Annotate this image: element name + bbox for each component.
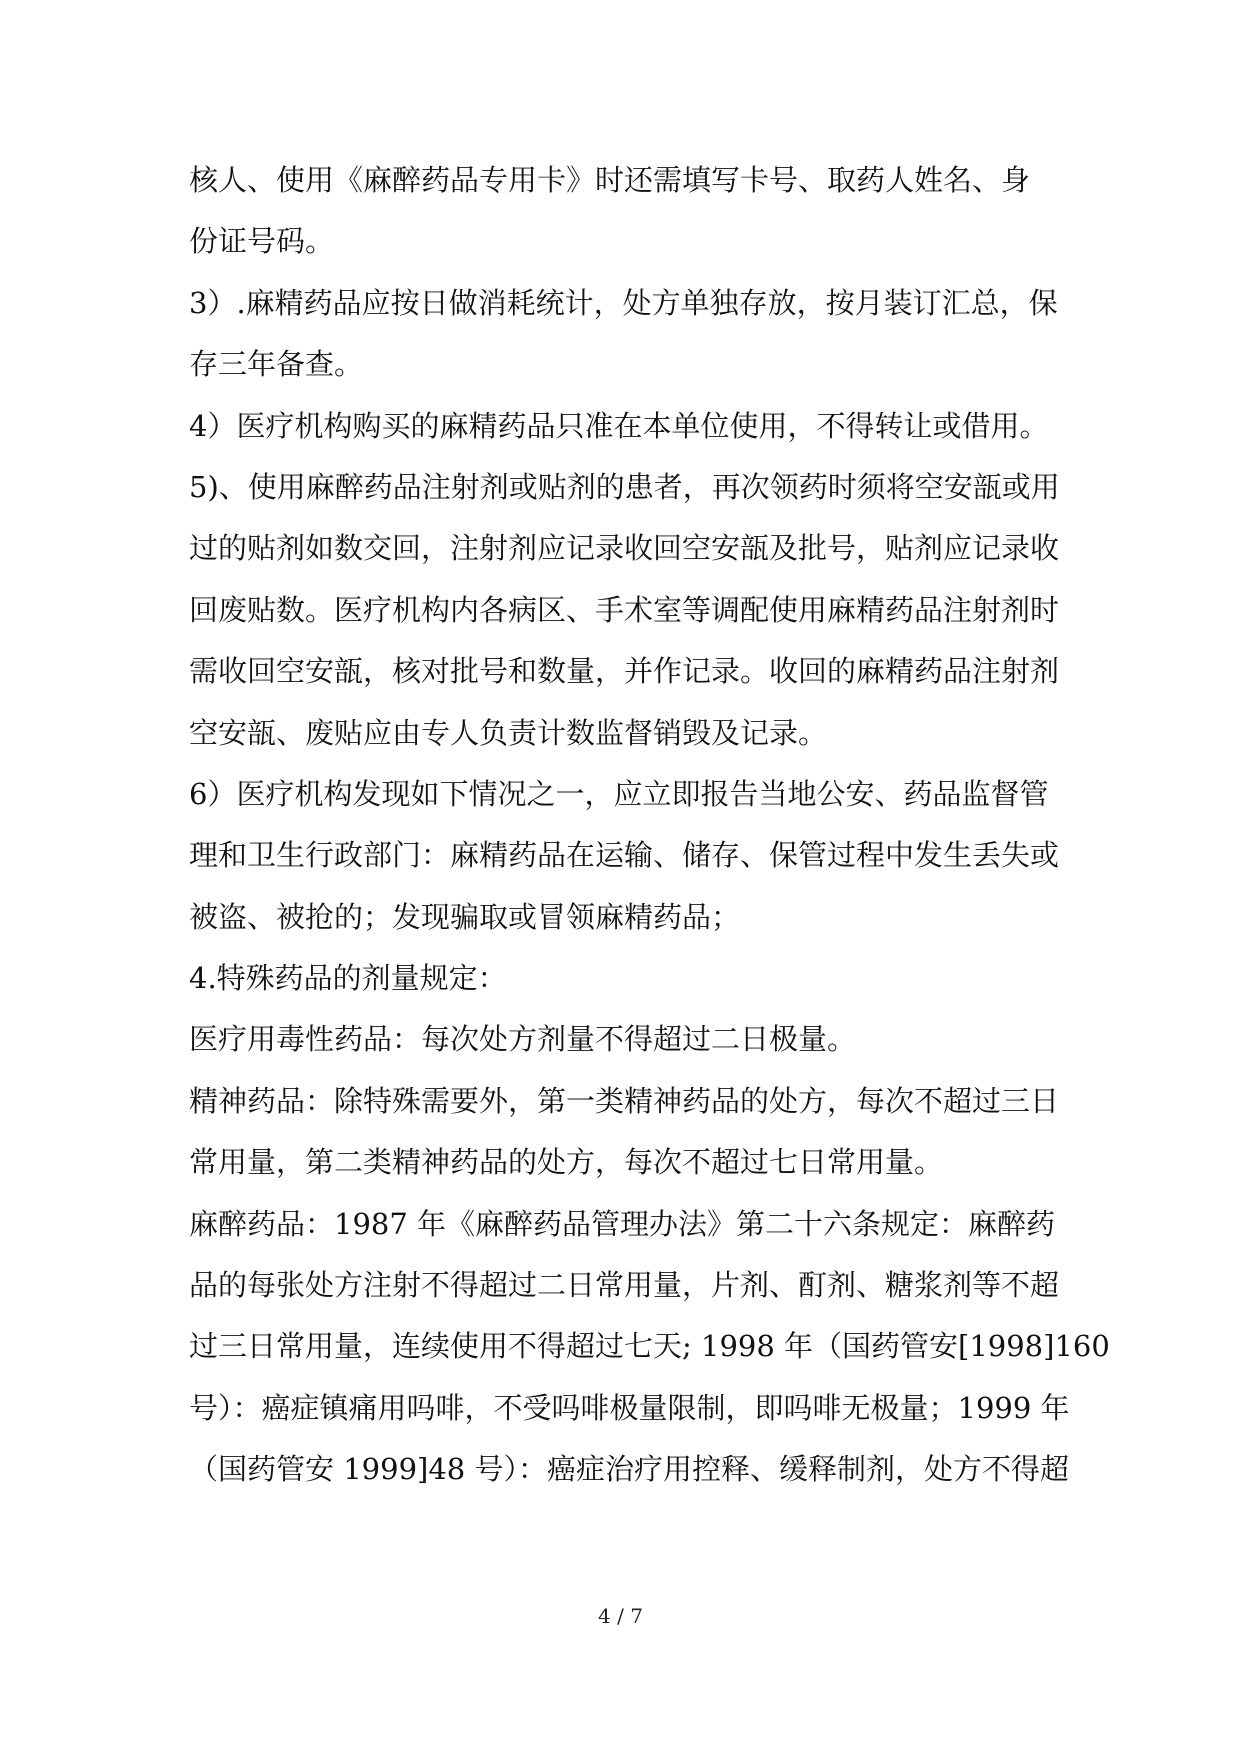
body-text bbox=[189, 160, 1110, 1511]
text-line: 被盗、被抢的；发现骗取或冒领麻精药品； bbox=[189, 899, 741, 934]
text-line: 核人、使用《麻醉药品专用卡》时还需填写卡号、取药人姓名、身 bbox=[189, 163, 1031, 197]
text-line: 医疗用毒性药品：每次处方剂量不得超过二日极量。 bbox=[189, 1022, 857, 1057]
text-line: 份证号码。 bbox=[189, 224, 335, 259]
text-line: 需收回空安瓿，核对批号和数量，并作记录。收回的麻精药品注射剂 bbox=[189, 654, 1060, 689]
text-line: 过三日常用量，连续使用不得超过七天; 1998 年（国药管安[1998]160 bbox=[189, 1329, 1110, 1364]
text-line: 空安瓿、废贴应由专人负责计数监督销毁及记录。 bbox=[189, 715, 828, 750]
text-line: 过的贴剂如数交回，注射剂应记录收回空安瓿及批号，贴剂应记录收 bbox=[189, 531, 1060, 566]
text-line: （国药管安 1999]48 号）：癌症治疗用控释、缓释制剂，处方不得超 bbox=[189, 1452, 1069, 1487]
text-line: 5)、使用麻醉药品注射剂或贴剂的患者，再次领药时须将空安瓿或用 bbox=[189, 469, 1060, 504]
section-heading: 4.特殊药品的剂量规定： bbox=[189, 961, 507, 996]
text-line: 号）：癌症镇痛用吗啡，不受吗啡极量限制，即吗啡无极量；1999 年 bbox=[189, 1390, 1070, 1425]
text-line: 存三年备查。 bbox=[189, 347, 364, 382]
text-line: 精神药品：除特殊需要外，第一类精神药品的处方，每次不超过三日 bbox=[189, 1083, 1060, 1118]
page-number: 4 / 7 bbox=[598, 1604, 643, 1628]
text-line: 理和卫生行政部门：麻精药品在运输、储存、保管过程中发生丢失或 bbox=[189, 838, 1060, 873]
text-line: 品的每张处方注射不得超过二日常用量，片剂、酊剂、糖浆剂等不超 bbox=[189, 1268, 1060, 1303]
text-line: 麻醉药品：1987 年《麻醉药品管理办法》第二十六条规定：麻醉药 bbox=[189, 1206, 1056, 1241]
text-line: 4）医疗机构购买的麻精药品只准在本单位使用，不得转让或借用。 bbox=[189, 408, 1049, 443]
text-line: 回废贴数。医疗机构内各病区、手术室等调配使用麻精药品注射剂时 bbox=[189, 592, 1060, 627]
text-line: 6）医疗机构发现如下情况之一，应立即报告当地公安、药品监督管 bbox=[189, 776, 1049, 811]
text-line: 常用量，第二类精神药品的处方，每次不超过七日常用量。 bbox=[189, 1145, 944, 1180]
text-line: 3）.麻精药品应按日做消耗统计，处方单独存放，按月装订汇总，保 bbox=[189, 285, 1058, 320]
